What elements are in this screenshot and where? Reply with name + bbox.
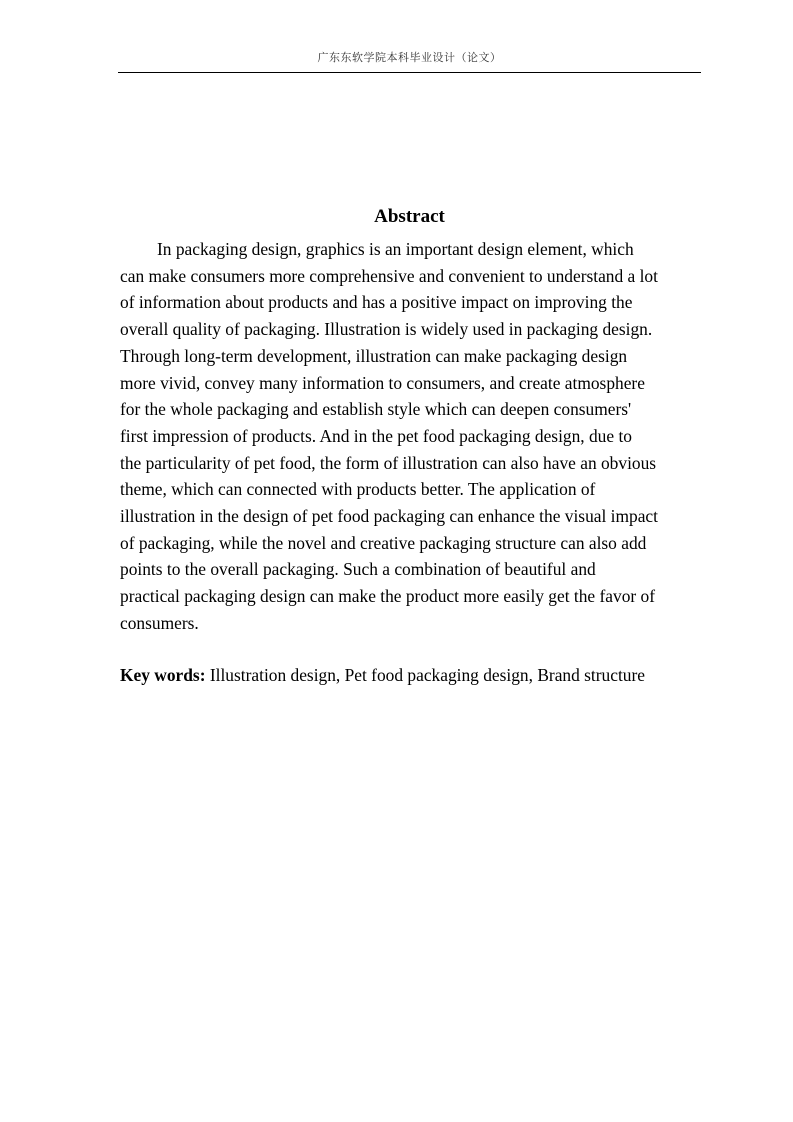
abstract-line: more vivid, convey many information to consumers, and create atmosphere [120,372,645,393]
abstract-line: for the whole packaging and establish style which can deepen consumers' [120,399,632,420]
abstract-line: first impression of products. And in the pet food packaging design, due to [120,425,632,446]
abstract-line: practical packaging design can make the product more easily get the favor of [120,586,656,607]
header-title: 广东东软学院本科毕业设计（论文） [317,51,502,64]
abstract-line: of information about products and has a positive impact on improving the [120,292,633,313]
page-header [118,46,701,73]
abstract-body [120,236,720,637]
abstract-line: In packaging design, graphics is an important design element, which [157,239,634,259]
keywords [120,662,720,688]
abstract-title: Abstract [374,206,445,227]
keywords-value: Illustration design, Pet food packaging design, Brand structure [205,665,646,685]
abstract-line: consumers. [120,612,199,633]
abstract-line: points to the overall packaging. Such a combination of beautiful and [120,559,596,580]
abstract-line: of packaging, while the novel and creative packaging structure can also add [120,532,647,553]
abstract-line: overall quality of packaging. Illustration is widely used in packaging design. [120,319,653,340]
abstract-line: the particularity of pet food, the form of illustration can also have an obvious [120,452,657,473]
abstract-line: theme, which can connected with products better. The application of [120,479,596,500]
abstract-line: Through long-term development, illustration can make packaging design [120,345,628,366]
abstract-line: can make consumers more comprehensive and convenient to understand a lot [120,265,658,286]
abstract-line: illustration in the design of pet food packaging can enhance the visual impact [120,506,658,527]
keywords-label: Key words: [120,665,206,685]
